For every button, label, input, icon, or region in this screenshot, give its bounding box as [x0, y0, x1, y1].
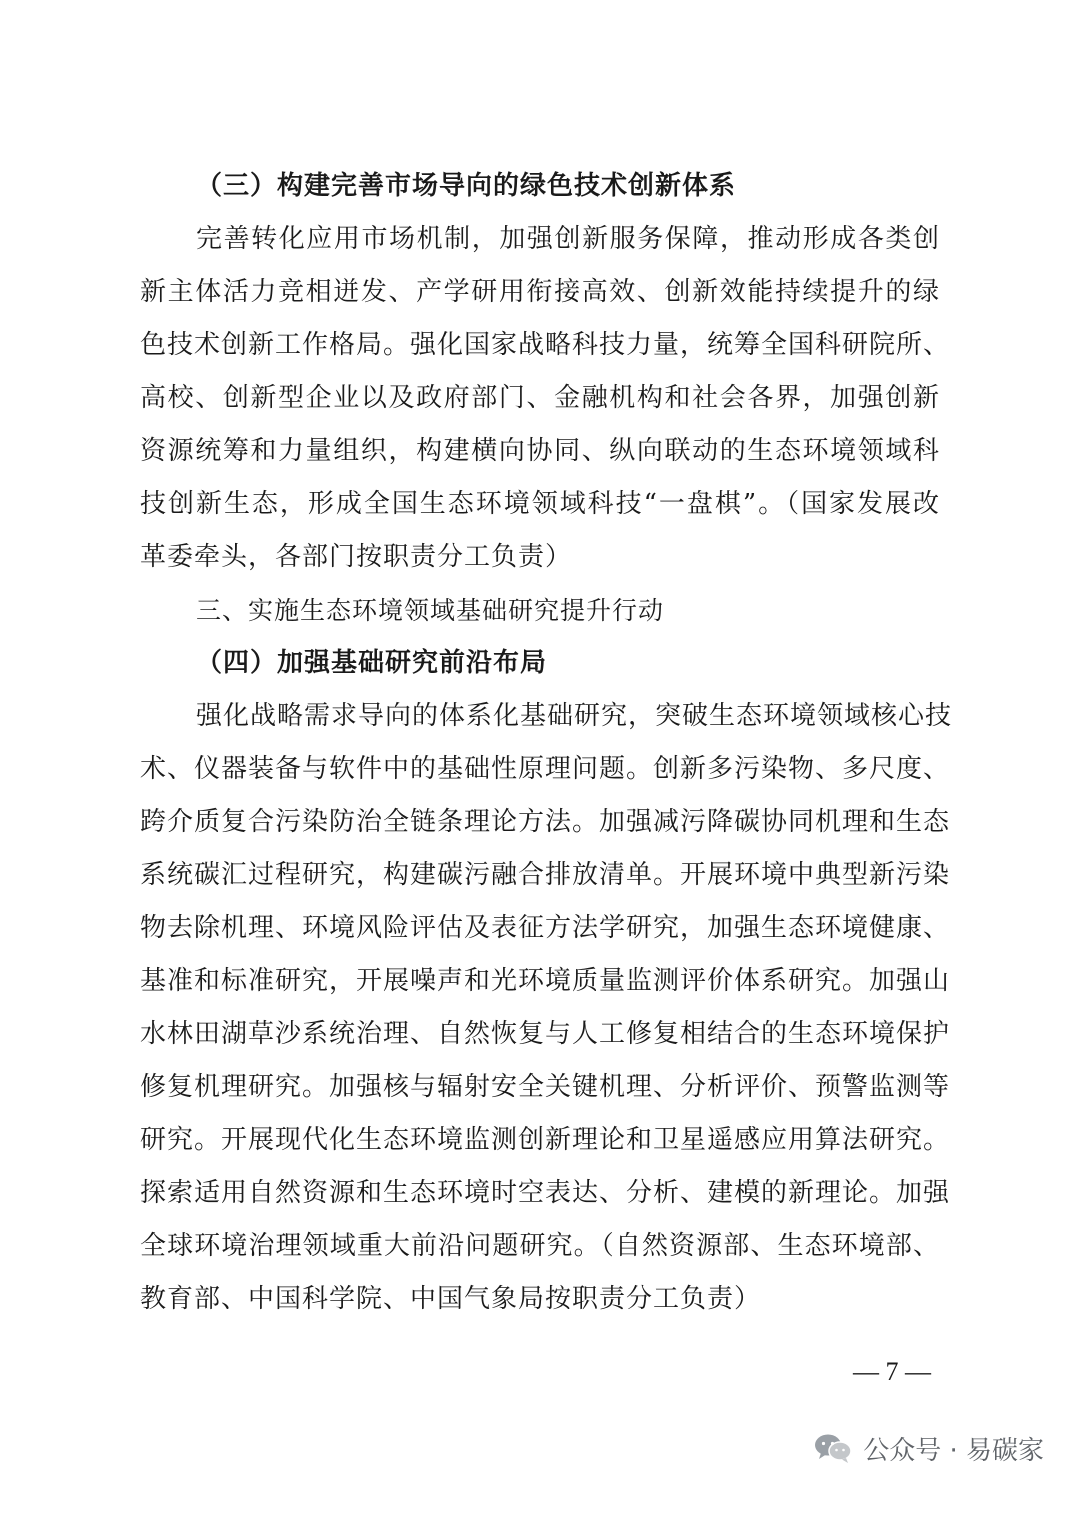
- paragraph-line: 基准和标准研究，开展噪声和光环境质量监测评价体系研究。加强山: [140, 966, 951, 996]
- section-heading-3: （三）构建完善市场导向的绿色技术创新体系: [196, 171, 737, 201]
- paragraph-line: 强化战略需求导向的体系化基础研究，突破生态环境领域核心技: [196, 701, 953, 731]
- watermark-text: 公众号 · 易碳家: [863, 1435, 1044, 1466]
- paragraph-line: 全球环境治理领域重大前沿问题研究。（自然资源部、生态环境部、: [140, 1231, 940, 1261]
- watermark: [813, 1418, 1044, 1478]
- wechat-icon: [813, 1432, 853, 1464]
- paragraph-line: 系统碳汇过程研究，构建碳污融合排放清单。开展环境中典型新污染: [140, 860, 951, 890]
- paragraph-line: 物去除机理、环境风险评估及表征方法学研究，加强生态环境健康、: [140, 913, 951, 943]
- paragraph-line: 技创新生态，形成全国生态环境领域科技“一盘棋”。（国家发展改: [140, 489, 940, 519]
- paragraph-line: 水林田湖草沙系统治理、自然恢复与人工修复相结合的生态环境保护: [140, 1019, 951, 1049]
- paragraph-line: 术、仪器装备与软件中的基础性原理问题。创新多污染物、多尺度、: [140, 754, 951, 784]
- paragraph-line: 新主体活力竞相迸发、产学研用衔接高效、创新效能持续提升的绿: [140, 277, 940, 307]
- page-number: — 7 —: [853, 1357, 931, 1386]
- paragraph-line: 革委牵头，各部门按职责分工负责）: [140, 542, 573, 572]
- paragraph-line: 跨介质复合污染防治全链条理论方法。加强减污降碳协同机理和生态: [140, 807, 951, 837]
- paragraph-line: 探索适用自然资源和生态环境时空表达、分析、建模的新理论。加强: [140, 1178, 951, 1208]
- paragraph-line: 资源统筹和力量组织，构建横向协同、纵向联动的生态环境领域科: [140, 436, 940, 466]
- document-body: [140, 160, 953, 1326]
- paragraph-line: 教育部、中国科学院、中国气象局按职责分工负责）: [140, 1284, 762, 1314]
- paragraph-line: 高校、创新型企业以及政府部门、金融机构和社会各界，加强创新: [140, 383, 940, 413]
- chapter-heading: 三、实施生态环境领域基础研究提升行动: [196, 596, 665, 625]
- paragraph-line: 完善转化应用市场机制，加强创新服务保障，推动形成各类创: [196, 224, 940, 254]
- paragraph-line: 色技术创新工作格局。强化国家战略科技力量，统筹全国科研院所、: [140, 330, 951, 360]
- section-heading-4: （四）加强基础研究前沿布局: [196, 648, 548, 678]
- paragraph-line: 研究。开展现代化生态环境监测创新理论和卫星遥感应用算法研究。: [140, 1125, 951, 1155]
- paragraph-line: 修复机理研究。加强核与辐射安全关键机理、分析评价、预警监测等: [140, 1072, 951, 1102]
